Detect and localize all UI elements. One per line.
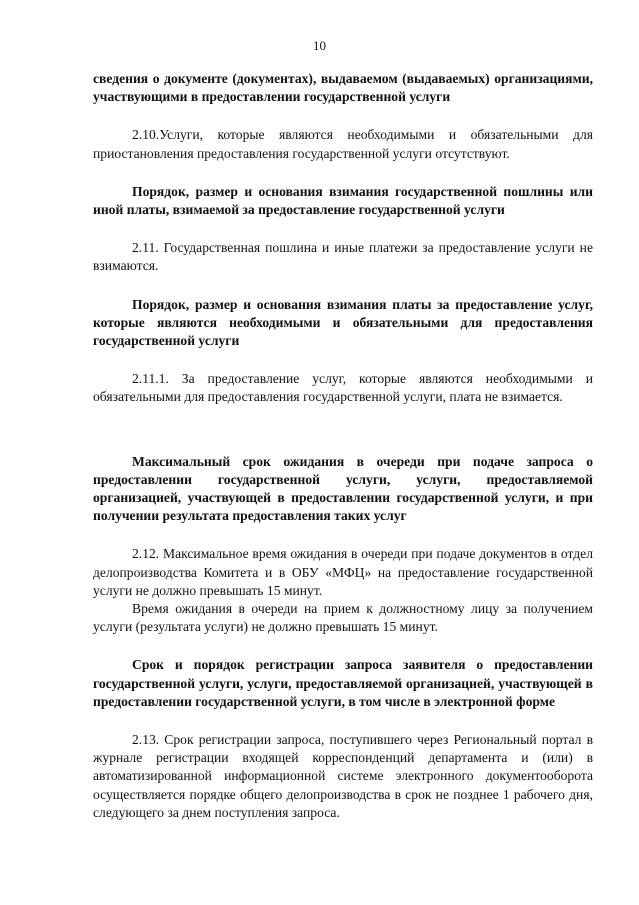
paragraph-2-13: 2.13. Срок регистрации запроса, поступившего через Региональный портал в журнале регистрации входящей корреспонденций департамента и (или) в автоматизированной информационной системе электронного документооборота осуществляется порядке общего делопроизводства в срок не позднее 1 рабочего дня, следующего за днем поступления запроса.	[93, 732, 593, 820]
page-number: 10	[313, 38, 326, 53]
paragraph-2-11-1: 2.11.1. За предоставление услуг, которые являются необходимыми и обязательными для предоставления государственной услуги, плата не взимается.	[93, 371, 593, 405]
paragraph-2-11: 2.11. Государственная пошлина и иные платежи за предоставление услуги не взимаются.	[93, 240, 593, 274]
document-body	[93, 70, 593, 822]
paragraph-2-10: 2.10.Услуги, которые являются необходимыми и обязательными для приостановления предоставления государственной услуги отсутствуют.	[93, 127, 593, 161]
section-heading-service-fees: Порядок, размер и основания взимания платы за предоставление услуг, которые являются необходимыми и обязательными для предоставления государственной услуги	[93, 296, 593, 349]
section-heading-queue-time: Максимальный срок ожидания в очереди при подаче запроса о предоставлении государственной услуги, услуги, предоставляемой организацией, участвующей в предоставлении государственной услуги, и при получении результата предоставления таких услуг	[93, 453, 593, 524]
section-heading-fees: Порядок, размер и основания взимания государственной пошлины или иной платы, взимаемой за предоставление государственной услуги	[93, 183, 593, 218]
section-heading-continuation: сведения о документе (документах), выдаваемом (выдаваемых) организациями, участвующими в предоставлении государственной услуги	[93, 71, 593, 105]
paragraph-2-12: 2.12. Максимальное время ожидания в очереди при подаче документов в отдел делопроизводства Комитета и в ОБУ «МФЦ» на предоставление государственной услуги не должно превышать 15 минут.	[93, 546, 593, 598]
section-heading-registration: Срок и порядок регистрации запроса заявителя о предоставлении государственной услуги, услуги, предоставляемой организацией, участвующей в предоставлении государственной услуги, в том числе в электронной форме	[93, 657, 593, 709]
paragraph-2-12-waiting: Время ожидания в очереди на прием к должностному лицу за получением услуги (результата услуги) не должно превышать 15 минут.	[93, 601, 593, 635]
